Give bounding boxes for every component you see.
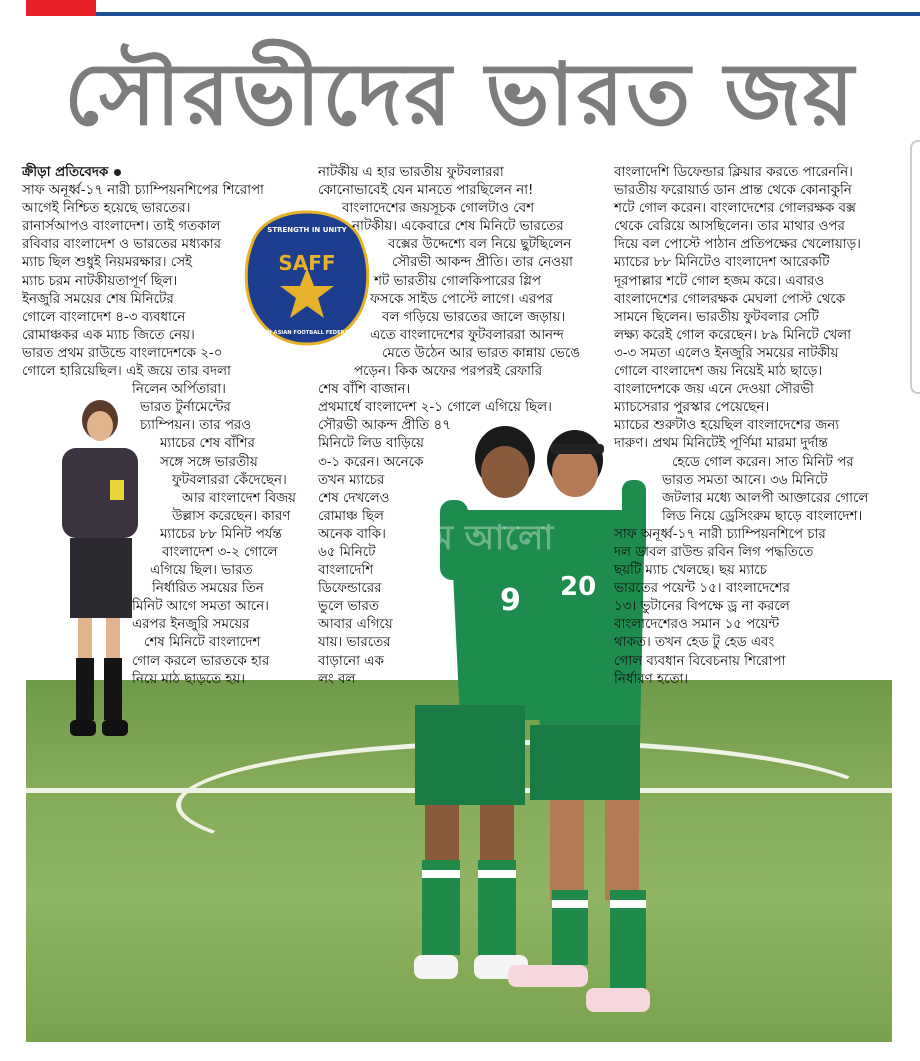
article-line: বল গড়িয়ে ভারতের জালে জড়ায়। — [382, 309, 566, 325]
article-line: ডিফেন্ডারের — [318, 581, 382, 597]
article-line: থাকত। তখন হেড টু হেড এবং — [614, 635, 775, 651]
article-line: দারুণ। প্রথম মিনিটেই পূর্ণিমা মারমা দুর্দান্ত — [614, 436, 828, 452]
article-line: লক্ষ্য করেই গোল করেছেন। ৮৯ মিনিটে খেলা — [614, 327, 852, 343]
article-line: বক্সের উদ্দেশ্যে বল নিয়ে ছুটছিলেন — [388, 237, 572, 253]
article-line: প্রথমার্ধে বাংলাদেশ ২-১ গোলে এগিয়ে ছিল। — [318, 400, 552, 416]
article-line: নাটকীয় এ হার ভারতীয় ফুটবলাররা — [318, 165, 504, 180]
article-line: এরপর ইনজুরি সময়ের — [132, 617, 250, 633]
article-line: আবার এগিয়ে — [318, 617, 393, 633]
article-line: দল ডাবল রাউন্ড রবিন লিগ পদ্ধতিতে — [614, 544, 814, 560]
article-line: ৩-৩ সমতা এলেও ইনজুরি সময়ের নাটকীয় — [614, 345, 839, 361]
article-line: মিনিটে লিড বাড়িয়ে — [318, 436, 424, 452]
article-line: ফুটবলাররা কেঁদেছেন। — [172, 472, 287, 488]
article-line: বাংলাদেশকে জয় এনে দেওয়া সৌরভী — [614, 382, 814, 398]
article-line: বাংলাদেশের গোলরক্ষক মেঘলা পোস্ট থেকে — [614, 291, 846, 307]
article-line: ভারতের পয়েন্ট ১৫। বাংলাদেশের — [614, 581, 790, 597]
article-line: উল্লাস করেছেন। কারণ — [172, 508, 291, 524]
article-line: রবিবার বাংলাদেশ ও ভারতের মধ্যকার — [22, 237, 221, 253]
article-line: শটে গোল করেন। বাংলাদেশের গোলরক্ষক বক্স — [614, 201, 856, 217]
article-line: ভারত টুর্নামেন্টের — [140, 400, 231, 416]
article-line: ভারত প্রথম রাউন্ডে বাংলাদেশকে ২-০ — [22, 345, 223, 361]
article-line: হেডে গোল করেন। সাত মিনিট পর — [672, 454, 854, 470]
article-line: শেষ দেখলেও — [318, 490, 390, 506]
article-line: রোমাঞ্চ ছিল — [318, 508, 384, 524]
logo-name: SAFF — [278, 251, 336, 275]
article-line: গোল ব্যবধান বিবেচনায় শিরোপা — [614, 653, 786, 669]
article-line: গোলে হারিয়েছিল। এই জয়ে তার বদলা — [22, 364, 231, 380]
article-line: ম্যাচের ৮৮ মিনিটেও বাংলাদেশ আরেকটি — [614, 255, 830, 271]
article-line: ফসকে সাইড পোস্টে লাগে। এরপর — [370, 291, 553, 307]
article-line: বাংলাদেশ ৩-২ গোলে — [162, 544, 278, 560]
article-line: বাংলাদেশি ডিফেন্ডার ক্লিয়ার করতে পারেননি। — [614, 165, 853, 180]
article-line: দিয়ে বল পোস্টে পাঠান প্রতিপক্ষের খেলোয়াড়। — [614, 237, 861, 253]
article-line: বাংলাদেশের জয়সূচক গোলটাও বেশ — [342, 201, 535, 217]
article-line: ম্যাচসেরার পুরস্কার পেয়েছেন। — [614, 400, 770, 416]
logo-bottom-text: SOUTH ASIAN FOOTBALL FEDERATION — [251, 330, 363, 336]
article-line: ছয়টি ম্যাচ খেলছে। ছয় ম্যাচে — [614, 563, 767, 579]
article-line: ৬৫ মিনিটে — [318, 544, 376, 560]
article-line: শট ভারতীয় গোলকিপারের গ্লিপ — [374, 273, 541, 289]
byline-bullet — [114, 169, 121, 176]
article-line: শেষ মিনিটে বাংলাদেশ — [144, 635, 261, 651]
article-line: পড়েন। কিক অফের পরপরই রেফারি — [354, 364, 543, 380]
article-line: তখন ম্যাচের — [318, 472, 385, 488]
article-line: গোলে বাংলাদেশ জয় নিয়েই মাঠ ছাড়ে। — [614, 364, 823, 380]
article-line: নির্ধারণ হতো। — [614, 671, 689, 687]
article-line: নিয়ে মাঠ ছাড়তে হয়। — [132, 671, 246, 687]
article-line: সঙ্গে সঙ্গে ভারতীয় — [160, 454, 258, 470]
article-column-3 — [614, 164, 904, 689]
left-jersey-number: 9 — [500, 583, 521, 618]
article-line: জটলার মধ্যে আলপী আক্তারের গোলে — [662, 490, 869, 506]
article-line: এগিয়ে ছিল। ভারত — [150, 563, 253, 579]
article-line: লিড নিয়ে ড্রেসিংরুম ছাড়ে বাংলাদেশ। — [662, 508, 863, 524]
article-line: শেষ বাঁশি বাজান। — [318, 382, 411, 398]
article-line: নিলেন অর্পিতারা। — [132, 382, 226, 398]
article-line: এতে বাংলাদেশের ফুটবলাররা আনন্দ — [370, 327, 564, 343]
headline: সৌরভীদের ভারত জয় — [64, 44, 856, 145]
article-line: গোল করলে ভারতকে হার — [132, 653, 270, 669]
article-line: সাফ অনূর্ধ্ব-১৭ নারী চ্যাম্পিয়নশিপে চার — [614, 526, 826, 542]
article-line: নির্ধারিত সময়ের তিন — [152, 581, 264, 597]
article-line: অনেক বাকি। — [318, 526, 386, 542]
article-line: নাটকীয়। একেবারে শেষ মিনিটে ভারতের — [352, 219, 564, 235]
article-line: ৩-১ করেন। অনেকে — [318, 454, 424, 470]
article-line: বাড়ানো এক — [318, 653, 384, 669]
article-line: ম্যাচ ছিল শুধুই নিয়মরক্ষার। সেই — [22, 255, 193, 271]
article-line: যায়। ভারতের — [318, 635, 391, 651]
watermark: প্রথম আলো — [386, 518, 554, 558]
article-line: দূরপাল্লার শটে গোল হজম করে। এবারও — [614, 273, 825, 289]
article-line: সৌরভী আকন্দ প্রীতি ৪৭ — [318, 418, 451, 434]
article-line: ইনজুরি সময়ের শেষ মিনিটের — [22, 291, 174, 307]
article-line: কোনোভাবেই যেন মানতে পারছিলেন না! — [318, 183, 534, 199]
article-line: রানার্সআপও বাংলাদেশ। তাই গতকাল — [22, 219, 221, 235]
article-line: মিনিট আগে সমতা আনে। — [132, 599, 269, 615]
article-line: ম্যাচের শুরুটাও হয়েছিল বাংলাদেশের জন্য — [614, 418, 840, 434]
article-line: ১৩। ভুটানের বিপক্ষে ড্র না করলে — [614, 599, 790, 615]
article-line: বাংলাদেশি — [318, 563, 374, 579]
article-line: মেতে উঠেন আর ভারত কান্নায় ভেঙে — [382, 345, 581, 361]
masthead-blue-rule — [96, 12, 920, 16]
adjacent-panel-edge — [910, 140, 920, 394]
article-line: থেকে বেরিয়ে আসছিলেন। তার মাথার ওপর — [614, 219, 845, 235]
article-line: ভুলে ভারত — [318, 599, 379, 615]
byline: ক্রীড়া প্রতিবেদক — [22, 164, 322, 182]
article-line: রোমাঞ্চকর এক ম্যাচ জিতে নেয়। — [22, 327, 195, 343]
article-line: আর বাংলাদেশ বিজয় — [182, 490, 296, 506]
article-column-2 — [318, 164, 608, 689]
article-line: সাফ অনূর্ধ্ব-১৭ নারী চ্যাম্পিয়নশিপের শিরোপা — [22, 183, 264, 199]
article-line: চ্যাম্পিয়ন। তার পরও — [140, 418, 252, 434]
article-line: ম্যাচের শেষ বাঁশির — [160, 436, 255, 452]
article-line: গোলে বাংলাদেশ ৪-৩ ব্যবধানে — [22, 309, 186, 325]
article-line: ভারত সমতা আনে। ৩৬ মিনিটে — [662, 472, 828, 488]
article-line: ভারতীয় ফরোয়ার্ড ডান প্রান্ত থেকে কোনাকুনি — [614, 183, 852, 199]
article-line: ম্যাচের ৮৮ মিনিট পর্যন্ত — [160, 526, 282, 542]
right-jersey-number: 20 — [560, 572, 597, 602]
logo-top-text: STRENGTH IN UNITY — [267, 226, 347, 234]
article-line: সৌরভী আকন্দ প্রীতি। তার নেওয়া — [392, 255, 573, 271]
article-line: সামনে ছিলেন। ভারতীয় ফুটবলার সেটি — [614, 309, 819, 325]
article-column-1 — [22, 164, 322, 689]
article-line: বাংলাদেশেরও সমান ১৫ পয়েন্ট — [614, 617, 780, 633]
article-line: আগেই নিশ্চিত হয়েছে ভারতের। — [22, 201, 191, 217]
article-line: লং বল — [318, 671, 356, 687]
article-line: ম্যাচ চরম নাটকীয়তাপূর্ণ ছিল। — [22, 273, 178, 289]
masthead-red-bar — [26, 0, 96, 16]
